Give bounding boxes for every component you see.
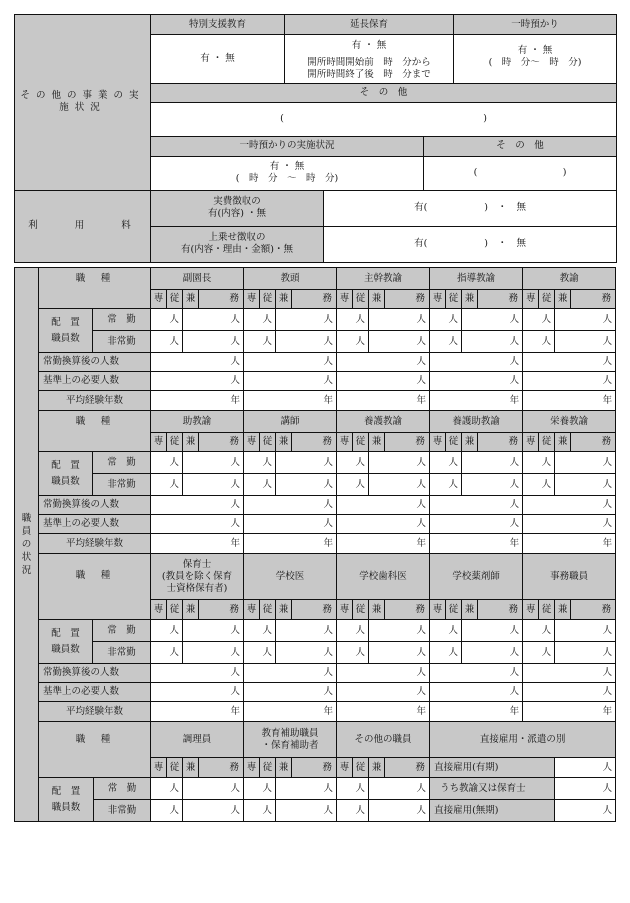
nen: 年: [523, 534, 616, 554]
nin: 人: [337, 620, 369, 642]
sen: 専: [244, 290, 260, 309]
ken: 兼: [555, 290, 571, 309]
nin: 人: [523, 515, 616, 534]
g3-shokushu: 職 種: [39, 554, 151, 620]
nin: 人: [523, 474, 555, 496]
nin: 人: [183, 309, 244, 331]
nen: 年: [337, 391, 430, 411]
ju: 従: [260, 290, 276, 309]
g2-haichi-label: 配 置 職員数: [39, 452, 93, 496]
ju: 従: [260, 433, 276, 452]
nin: 人: [555, 778, 616, 800]
g1-hijokin: 非常勤: [93, 331, 151, 353]
nin: 人: [276, 452, 337, 474]
g3-haichi-label: 配 置 職員数: [39, 620, 93, 664]
sen: 専: [244, 600, 260, 620]
nin: 人: [183, 620, 244, 642]
nin: 人: [244, 642, 276, 664]
g2-kanzan: 常勤換算後の人数: [39, 496, 151, 515]
nin: 人: [369, 642, 430, 664]
nin: 人: [523, 496, 616, 515]
nin: 人: [276, 309, 337, 331]
nen: 年: [337, 702, 430, 722]
nin: 人: [555, 800, 616, 822]
chokusetsu-muki-label: 直接雇用(無期): [430, 800, 555, 822]
ju: 従: [446, 433, 462, 452]
mu: 務: [292, 758, 337, 778]
sonota2-header: そ の 他: [424, 136, 617, 156]
nin: 人: [337, 515, 430, 534]
nin: 人: [523, 452, 555, 474]
nin: 人: [462, 331, 523, 353]
g2-col-2: 講師: [244, 411, 337, 433]
other-projects-label: その他の事業の実施状況: [15, 15, 151, 191]
nin: 人: [183, 800, 244, 822]
ju: 従: [167, 433, 183, 452]
ichiji-value: 有 ・ 無: [454, 35, 617, 58]
g2-col-5: 栄養教諭: [523, 411, 616, 433]
sen: 専: [430, 600, 446, 620]
ichiji-time: ( 時 分～ 時 分): [454, 57, 617, 83]
nin: 人: [337, 353, 430, 372]
g3-hijokin: 非常勤: [93, 642, 151, 664]
nen: 年: [244, 702, 337, 722]
nen: 年: [244, 534, 337, 554]
ken: 兼: [276, 290, 292, 309]
nin: 人: [523, 331, 555, 353]
nen: 年: [430, 702, 523, 722]
nin: 人: [183, 331, 244, 353]
ju: 従: [446, 600, 462, 620]
mu: 務: [478, 600, 523, 620]
mu: 務: [571, 433, 616, 452]
nin: 人: [337, 474, 369, 496]
ken: 兼: [369, 600, 385, 620]
ken: 兼: [369, 433, 385, 452]
g1-col-2: 教頭: [244, 268, 337, 290]
sen: 専: [337, 290, 353, 309]
nin: 人: [523, 642, 555, 664]
sen: 専: [523, 290, 539, 309]
ju: 従: [167, 290, 183, 309]
mu: 務: [385, 600, 430, 620]
nin: 人: [430, 452, 462, 474]
nin: 人: [462, 452, 523, 474]
ken: 兼: [462, 290, 478, 309]
ken: 兼: [555, 600, 571, 620]
encho-value: 有 ・ 無: [285, 35, 454, 58]
nin: 人: [244, 353, 337, 372]
nin: 人: [183, 474, 244, 496]
ju: 従: [353, 433, 369, 452]
g1-col-4: 指導教諭: [430, 268, 523, 290]
nin: 人: [151, 778, 183, 800]
mu: 務: [571, 600, 616, 620]
ken: 兼: [276, 758, 292, 778]
nen: 年: [337, 534, 430, 554]
sen: 専: [337, 600, 353, 620]
sen: 専: [151, 290, 167, 309]
nin: 人: [276, 800, 337, 822]
nin: 人: [430, 620, 462, 642]
nin: 人: [523, 664, 616, 683]
nin: 人: [244, 331, 276, 353]
ken: 兼: [276, 600, 292, 620]
nin: 人: [337, 496, 430, 515]
nin: 人: [430, 664, 523, 683]
nin: 人: [462, 474, 523, 496]
ken: 兼: [183, 758, 199, 778]
nin: 人: [244, 683, 337, 702]
sen: 専: [151, 433, 167, 452]
mu: 務: [478, 290, 523, 309]
nen: 年: [151, 534, 244, 554]
ken: 兼: [555, 433, 571, 452]
ju: 従: [167, 758, 183, 778]
nin: 人: [151, 474, 183, 496]
nin: 人: [337, 778, 369, 800]
g4-shokushu: 職 種: [39, 722, 151, 778]
nin: 人: [151, 515, 244, 534]
nin: 人: [430, 496, 523, 515]
g2-col-1: 助教諭: [151, 411, 244, 433]
nin: 人: [337, 372, 430, 391]
nin: 人: [151, 496, 244, 515]
nin: 人: [151, 642, 183, 664]
nin: 人: [151, 309, 183, 331]
mu: 務: [292, 600, 337, 620]
g2-heikin: 平均経験年数: [39, 534, 151, 554]
mu: 務: [199, 758, 244, 778]
ju: 従: [353, 600, 369, 620]
ju: 従: [539, 600, 555, 620]
ichiji-header: 一時預かり: [454, 15, 617, 35]
g4-col-2: 教育補助職員 ・保育補助者: [244, 722, 337, 758]
nin: 人: [555, 474, 616, 496]
nin: 人: [151, 353, 244, 372]
nin: 人: [555, 758, 616, 778]
nin: 人: [430, 353, 523, 372]
nin: 人: [244, 372, 337, 391]
mu: 務: [571, 290, 616, 309]
g1-col-1: 副園長: [151, 268, 244, 290]
nin: 人: [151, 331, 183, 353]
nin: 人: [369, 452, 430, 474]
g3-col-3: 学校歯科医: [337, 554, 430, 600]
nin: 人: [276, 642, 337, 664]
ken: 兼: [369, 290, 385, 309]
nen: 年: [430, 391, 523, 411]
ken: 兼: [369, 758, 385, 778]
mu: 務: [385, 433, 430, 452]
nin: 人: [369, 331, 430, 353]
nin: 人: [523, 309, 555, 331]
jippi-label: 実費徴収の 有(内容) ・無: [151, 190, 324, 226]
nin: 人: [369, 474, 430, 496]
nin: 人: [337, 800, 369, 822]
g1-kanzan: 常勤換算後の人数: [39, 353, 151, 372]
nin: 人: [430, 309, 462, 331]
fee-label: 利 用 料: [15, 190, 151, 262]
g4-col-1: 調理員: [151, 722, 244, 758]
g2-col-3: 養護教諭: [337, 411, 430, 433]
nin: 人: [151, 664, 244, 683]
g3-kanzan: 常勤換算後の人数: [39, 664, 151, 683]
nin: 人: [430, 474, 462, 496]
mu: 務: [199, 600, 244, 620]
chokusetsu-yuki-label: 直接雇用(有期): [430, 758, 555, 778]
sonota-header: そ の 他: [151, 83, 617, 102]
mu: 務: [292, 290, 337, 309]
nin: 人: [276, 474, 337, 496]
sen: 専: [523, 433, 539, 452]
nin: 人: [555, 452, 616, 474]
nin: 人: [151, 372, 244, 391]
g3-col-1: 保育士 (教員を除く保育 士資格保有者): [151, 554, 244, 600]
nin: 人: [430, 683, 523, 702]
nin: 人: [244, 664, 337, 683]
nin: 人: [369, 800, 430, 822]
nin: 人: [183, 452, 244, 474]
nin: 人: [337, 331, 369, 353]
g2-shokushu: 職 種: [39, 411, 151, 452]
nin: 人: [523, 353, 616, 372]
nen: 年: [523, 391, 616, 411]
nin: 人: [555, 642, 616, 664]
nin: 人: [369, 309, 430, 331]
ju: 従: [353, 758, 369, 778]
tokubetsu-header: 特別支援教育: [151, 15, 285, 35]
g4-col-3: その他の職員: [337, 722, 430, 758]
nin: 人: [523, 620, 555, 642]
uchi-label: うち教諭又は保育士: [430, 778, 555, 800]
g1-shokushu: 職 種: [39, 268, 151, 309]
mu: 務: [199, 290, 244, 309]
g2-kijun: 基準上の必要人数: [39, 515, 151, 534]
nin: 人: [151, 683, 244, 702]
nen: 年: [151, 702, 244, 722]
mu: 務: [292, 433, 337, 452]
nin: 人: [337, 642, 369, 664]
nin: 人: [555, 309, 616, 331]
mu: 務: [199, 433, 244, 452]
sonota-value: ( ): [151, 102, 617, 136]
nin: 人: [244, 474, 276, 496]
nin: 人: [430, 515, 523, 534]
nen: 年: [430, 534, 523, 554]
g1-col-3: 主幹教諭: [337, 268, 430, 290]
nin: 人: [337, 683, 430, 702]
sen: 専: [337, 758, 353, 778]
ju: 従: [167, 600, 183, 620]
g3-kijun: 基準上の必要人数: [39, 683, 151, 702]
g1-col-5: 教諭: [523, 268, 616, 290]
sen: 専: [244, 758, 260, 778]
encho-header: 延長保育: [285, 15, 454, 35]
g2-hijokin: 非常勤: [93, 474, 151, 496]
nin: 人: [369, 778, 430, 800]
ken: 兼: [183, 290, 199, 309]
tokubetsu-value: 有 ・ 無: [151, 35, 285, 84]
nin: 人: [462, 642, 523, 664]
g3-jokin: 常 勤: [93, 620, 151, 642]
g4-chokusetsu-header: 直接雇用・派遣の別: [430, 722, 616, 758]
nin: 人: [244, 800, 276, 822]
nin: 人: [430, 642, 462, 664]
ichiji-jokyo-value: 有 ・ 無 ( 時 分 ～ 時 分): [151, 156, 424, 190]
nin: 人: [151, 800, 183, 822]
sen: 専: [337, 433, 353, 452]
staff-table: [14, 267, 616, 822]
nin: 人: [183, 642, 244, 664]
ju: 従: [353, 290, 369, 309]
nin: 人: [369, 620, 430, 642]
sen: 専: [430, 433, 446, 452]
nin: 人: [523, 683, 616, 702]
ichiji-jokyo-header: 一時預かりの実施状況: [151, 136, 424, 156]
nin: 人: [244, 778, 276, 800]
g1-jokin: 常 勤: [93, 309, 151, 331]
nin: 人: [555, 331, 616, 353]
ju: 従: [446, 290, 462, 309]
nin: 人: [244, 620, 276, 642]
sen: 専: [430, 290, 446, 309]
nin: 人: [276, 620, 337, 642]
ken: 兼: [183, 600, 199, 620]
ju: 従: [539, 433, 555, 452]
uwanose-value: 有( ) ・ 無: [324, 226, 617, 262]
nin: 人: [244, 452, 276, 474]
nin: 人: [337, 309, 369, 331]
sen: 専: [151, 758, 167, 778]
g3-col-2: 学校医: [244, 554, 337, 600]
ken: 兼: [462, 433, 478, 452]
sonota2-value: ( ): [424, 156, 617, 190]
nin: 人: [276, 331, 337, 353]
nin: 人: [151, 452, 183, 474]
nin: 人: [430, 372, 523, 391]
nen: 年: [244, 391, 337, 411]
g2-col-4: 養護助教諭: [430, 411, 523, 433]
g4-haichi-label: 配 置 職員数 常 勤 非常勤: [39, 778, 151, 822]
ken: 兼: [462, 600, 478, 620]
ken: 兼: [276, 433, 292, 452]
jippi-value: 有( ) ・ 無: [324, 190, 617, 226]
nin: 人: [337, 664, 430, 683]
mu: 務: [385, 758, 430, 778]
g1-kijun: 基準上の必要人数: [39, 372, 151, 391]
g3-heikin: 平均経験年数: [39, 702, 151, 722]
g3-col-4: 学校薬剤師: [430, 554, 523, 600]
sen: 専: [523, 600, 539, 620]
mu: 務: [478, 433, 523, 452]
nin: 人: [183, 778, 244, 800]
ken: 兼: [183, 433, 199, 452]
uwanose-label: 上乗せ徴収の 有(内容・理由・金額)・無: [151, 226, 324, 262]
sen: 専: [151, 600, 167, 620]
sen: 専: [244, 433, 260, 452]
g1-heikin: 平均経験年数: [39, 391, 151, 411]
ju: 従: [260, 600, 276, 620]
g1-haichi-label: 配 置 職員数: [39, 309, 93, 353]
staff-section-label: 職員の状況: [15, 268, 39, 822]
g3-col-5: 事務職員: [523, 554, 616, 600]
nin: 人: [555, 620, 616, 642]
nen: 年: [523, 702, 616, 722]
nen: 年: [151, 391, 244, 411]
nin: 人: [244, 515, 337, 534]
ju: 従: [539, 290, 555, 309]
nin: 人: [430, 331, 462, 353]
nin: 人: [151, 620, 183, 642]
top-table: [14, 14, 617, 263]
mu: 務: [385, 290, 430, 309]
nin: 人: [523, 372, 616, 391]
encho-end: 開所時間終了後 時 分まで: [285, 69, 454, 83]
nin: 人: [244, 496, 337, 515]
nin: 人: [337, 452, 369, 474]
encho-start: 開所時間開始前 時 分から: [285, 57, 454, 69]
g2-jokin: 常 勤: [93, 452, 151, 474]
nin: 人: [462, 309, 523, 331]
ju: 従: [260, 758, 276, 778]
nin: 人: [276, 778, 337, 800]
nin: 人: [244, 309, 276, 331]
nin: 人: [462, 620, 523, 642]
